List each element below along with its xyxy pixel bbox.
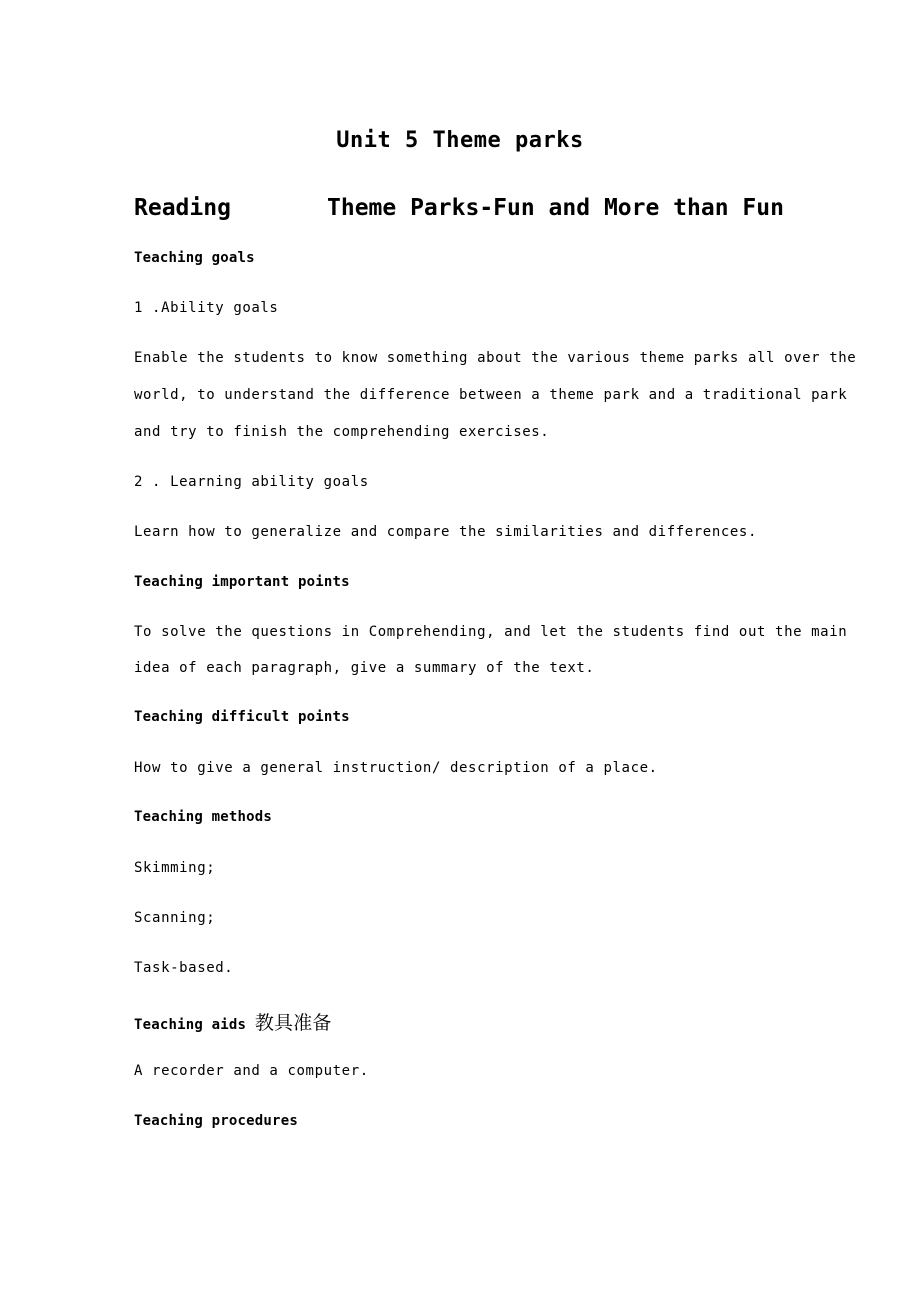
lesson-subtitle	[134, 195, 784, 221]
ability-goals-line: world, to understand the difference between a theme park and a traditional park	[134, 387, 848, 403]
teaching-methods-heading: Teaching methods	[134, 809, 273, 825]
teaching-procedures-heading: Teaching procedures	[134, 1113, 298, 1129]
subtitle-section-label: Reading	[134, 195, 231, 221]
method-item: Task-based.	[134, 960, 234, 976]
learning-goals-label: 2 . Learning ability goals	[134, 474, 369, 490]
important-points-heading: Teaching important points	[134, 574, 350, 590]
teaching-goals-heading: Teaching goals	[134, 250, 255, 266]
learning-goals-text: Learn how to generalize and compare the similarities and differences.	[134, 524, 757, 540]
important-points-line: idea of each paragraph, give a summary of the text.	[134, 660, 595, 676]
important-points-line: To solve the questions in Comprehending, and let the students find out the main	[134, 624, 848, 640]
teaching-aids-heading	[134, 1008, 332, 1035]
teaching-aids-text: A recorder and a computer.	[134, 1063, 369, 1079]
difficult-points-text: How to give a general instruction/ description of a place.	[134, 760, 658, 776]
subtitle-lesson-title: Theme Parks-Fun and More than Fun	[327, 195, 784, 221]
ability-goals-label: 1 .Ability goals	[134, 300, 279, 316]
method-item: Skimming;	[134, 860, 216, 876]
difficult-points-heading: Teaching difficult points	[134, 709, 350, 725]
method-item: Scanning;	[134, 910, 216, 926]
teaching-aids-label: Teaching aids	[134, 1017, 247, 1033]
ability-goals-line: Enable the students to know something about the various theme parks all over the	[134, 350, 857, 366]
ability-goals-line: and try to finish the comprehending exercises.	[134, 424, 550, 440]
document-title: Unit 5 Theme parks	[336, 128, 584, 153]
teaching-aids-cjk-label: 教具准备	[254, 1012, 332, 1034]
